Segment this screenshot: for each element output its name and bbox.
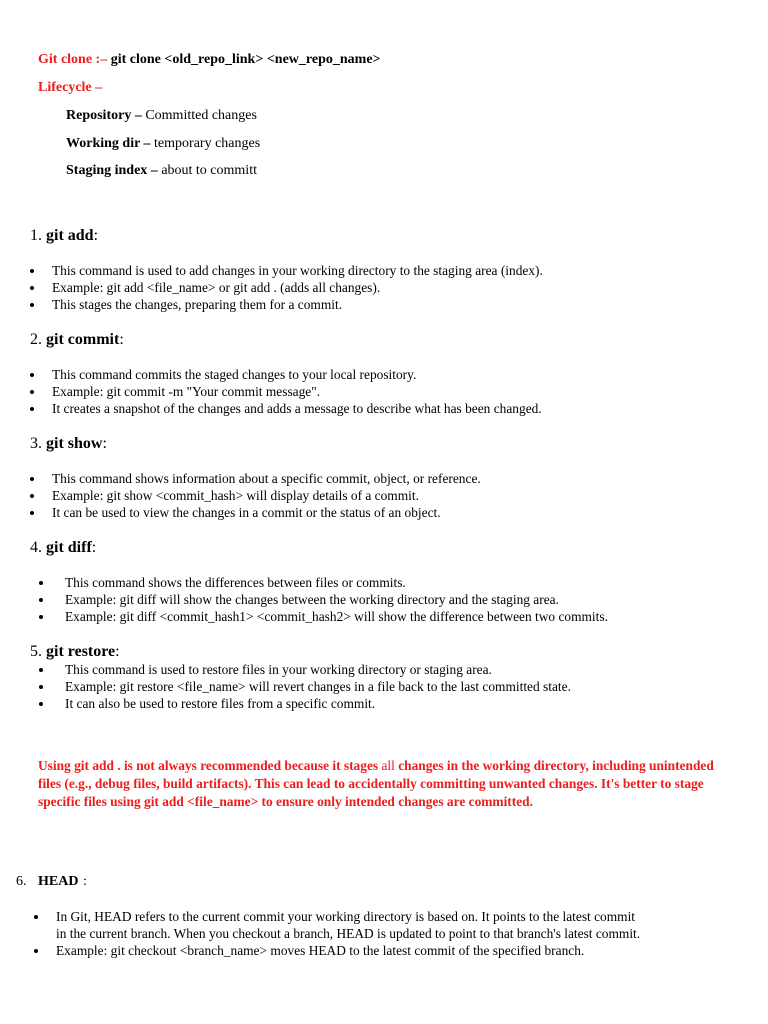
git-clone-line — [38, 52, 381, 68]
section-command: git add — [46, 227, 94, 244]
bullet-list-git-show — [52, 470, 481, 521]
list-item: This command commits the staged changes to your local repository. — [52, 366, 542, 383]
section-heading-git-add — [30, 227, 98, 245]
section-colon: : — [119, 331, 124, 348]
list-item: Example: git diff <commit_hash1> <commit_hash2> will show the difference between two commits. — [65, 609, 608, 624]
list-item: This command shows information about a specific commit, object, or reference. — [52, 471, 481, 486]
section-number: 4. — [30, 539, 46, 556]
section-heading-git-diff — [30, 539, 96, 557]
section-command: git diff — [46, 539, 92, 556]
section-colon: : — [102, 435, 107, 452]
bullet-list-git-diff — [65, 574, 608, 625]
list-item: This command is used to add changes in your working directory to the staging area (index). — [52, 263, 543, 278]
bullet-list-head — [56, 908, 640, 959]
lifecycle-term: Repository – — [66, 108, 142, 123]
section-command: git restore — [46, 643, 116, 660]
section-colon: : — [91, 539, 97, 556]
section-number: 1. — [30, 227, 46, 244]
note-text-2: changes in the working directory, including unintended files (e.g., debug files, build artifacts). This can lead to accidentally committing unwanted changes. It's better to stage specific files using git add <file_name> to ensure only intended changes are committed. — [38, 758, 714, 809]
list-item: Example: git restore <file_name> will revert changes in a file back to the last committed state. — [65, 679, 571, 694]
lifecycle-term: Staging index – — [66, 163, 158, 178]
list-item — [56, 908, 640, 942]
section-colon: : — [93, 227, 99, 244]
git-clone-syntax: git clone <old_repo_link> <new_repo_name> — [107, 52, 381, 67]
bullet-list-git-add — [52, 262, 543, 313]
list-item: This stages the changes, preparing them for a commit. — [52, 296, 543, 313]
git-clone-label: Git clone :– — [38, 52, 108, 67]
section-number: 6. — [16, 874, 27, 889]
list-item: It can be used to view the changes in a commit or the status of an object. — [52, 504, 481, 521]
section-colon: : — [83, 874, 87, 889]
warning-note — [38, 757, 728, 811]
lifecycle-desc: temporary changes — [150, 136, 261, 151]
bullet-list-git-restore — [65, 661, 571, 712]
list-item: Example: git diff will show the changes between the working directory and the staging area. — [65, 591, 608, 608]
section-heading-git-restore — [30, 643, 120, 661]
lifecycle-label: Lifecycle – — [38, 80, 103, 95]
section-heading-head — [16, 874, 87, 890]
section-command: git commit — [46, 331, 120, 348]
section-heading-git-show — [30, 435, 107, 453]
lifecycle-desc: Committed changes — [141, 108, 257, 123]
list-item: This command is used to restore files in your working directory or staging area. — [65, 661, 571, 678]
section-heading-git-commit — [30, 331, 124, 349]
note-text-1: Using git add . is not always recommended because it stages — [38, 758, 382, 773]
section-number: 5. — [30, 643, 46, 660]
lifecycle-item-repository — [66, 108, 257, 124]
section-number: 2. — [30, 331, 46, 348]
section-command: HEAD — [38, 874, 79, 889]
list-item-line: in the current branch. When you checkout a branch, HEAD is updated to point to that branch's latest commit. — [56, 926, 641, 941]
section-number: 3. — [30, 435, 46, 452]
section-command: git show — [46, 435, 103, 452]
lifecycle-desc: about to committ — [157, 163, 257, 178]
lifecycle-item-staging-index — [66, 163, 257, 179]
list-item: Example: git add <file_name> or git add . (adds all changes). — [52, 279, 543, 296]
list-item: Example: git checkout <branch_name> moves HEAD to the latest commit of the specified branch. — [56, 942, 640, 959]
list-item: It can also be used to restore files from a specific commit. — [65, 695, 571, 712]
bullet-list-git-commit — [52, 366, 542, 417]
list-item: Example: git show <commit_hash> will display details of a commit. — [52, 487, 481, 504]
list-item: Example: git commit -m "Your commit message". — [52, 383, 542, 400]
note-text-emphasis: all — [381, 758, 395, 773]
list-item: It creates a snapshot of the changes and adds a message to describe what has been changed. — [52, 401, 542, 416]
section-colon: : — [115, 643, 120, 660]
lifecycle-item-working-dir — [66, 136, 260, 152]
list-item: This command shows the differences between files or commits. — [65, 574, 608, 591]
lifecycle-term: Working dir – — [66, 136, 151, 151]
list-item-line: In Git, HEAD refers to the current commit your working directory is based on. It points to the latest commit — [56, 909, 636, 924]
